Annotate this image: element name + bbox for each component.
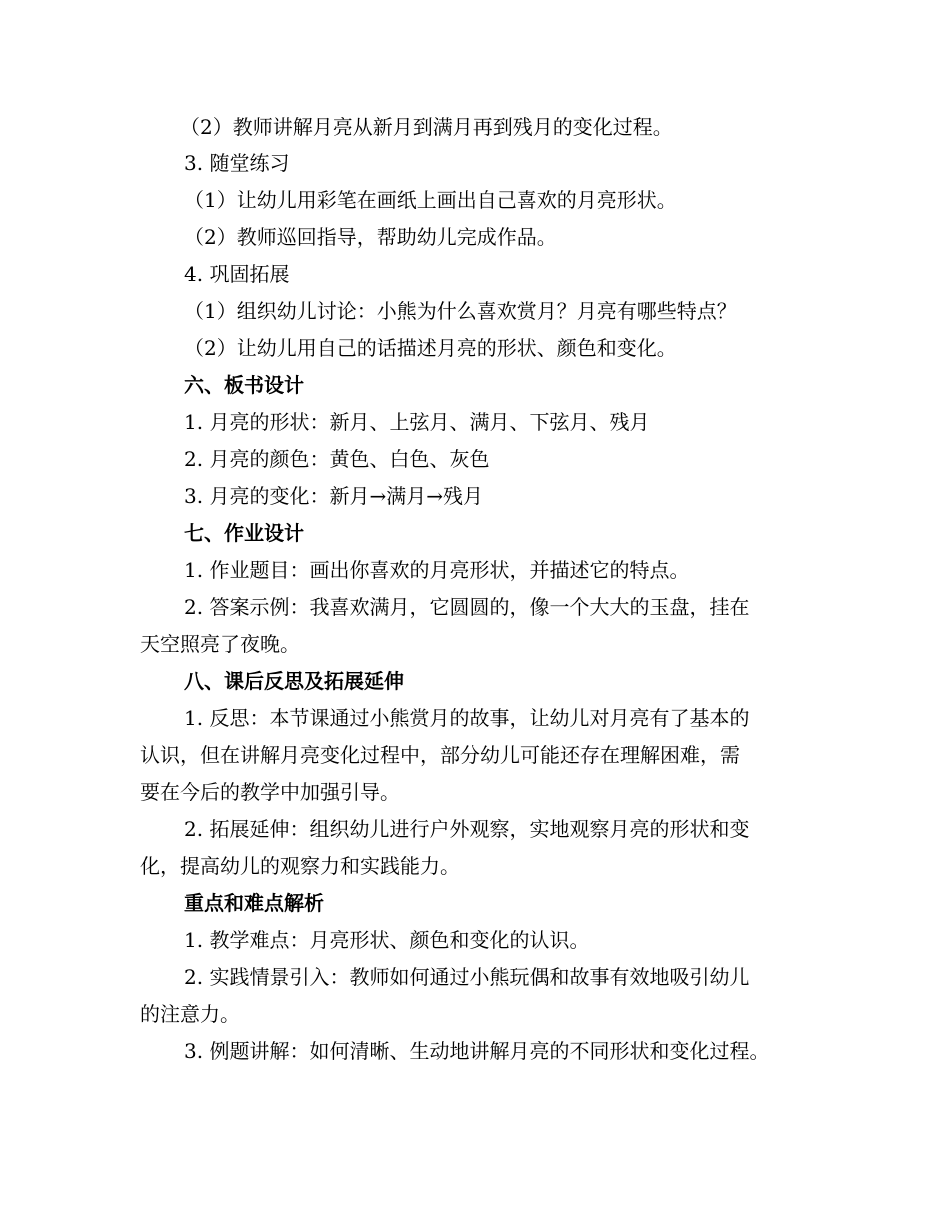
paragraph-line: 3. 月亮的变化：新月→满月→残月 (184, 484, 483, 508)
paragraph-line: （1）组织幼儿讨论：小熊为什么喜欢赏月？月亮有哪些特点？ (184, 299, 737, 323)
paragraph-line: 2. 答案示例：我喜欢满月，它圆圆的，像一个大大的玉盘，挂在 (184, 595, 750, 619)
paragraph-line: （2）教师巡回指导，帮助幼儿完成作品。 (184, 225, 557, 249)
paragraph-line: 认识，但在讲解月亮变化过程中，部分幼儿可能还存在理解困难，需 (140, 743, 740, 767)
paragraph-line: 3. 例题讲解：如何清晰、生动地讲解月亮的不同形状和变化过程。 (184, 1039, 770, 1063)
section-heading: 重点和难点解析 (184, 891, 324, 915)
paragraph-line: 1. 月亮的形状：新月、上弦月、满月、下弦月、残月 (184, 410, 650, 434)
section-heading: 八、课后反思及拓展延伸 (184, 669, 404, 693)
paragraph-line: 2. 拓展延伸：组织幼儿进行户外观察，实地观察月亮的形状和变 (184, 817, 750, 841)
paragraph-line: 1. 反思：本节课通过小熊赏月的故事，让幼儿对月亮有了基本的 (184, 706, 750, 730)
paragraph-line: 的注意力。 (140, 1002, 240, 1026)
section-heading: 七、作业设计 (184, 521, 304, 545)
paragraph-line: 2. 月亮的颜色：黄色、白色、灰色 (184, 447, 490, 471)
paragraph-line: （2）教师讲解月亮从新月到满月再到残月的变化过程。 (180, 115, 673, 139)
paragraph-line: 2. 实践情景引入：教师如何通过小熊玩偶和故事有效地吸引幼儿 (184, 965, 750, 989)
paragraph-line: 要在今后的教学中加强引导。 (140, 780, 400, 804)
paragraph-line: 化，提高幼儿的观察力和实践能力。 (140, 854, 460, 878)
paragraph-line: 1. 教学难点：月亮形状、颜色和变化的认识。 (184, 928, 590, 952)
paragraph-line: （1）让幼儿用彩笔在画纸上画出自己喜欢的月亮形状。 (184, 188, 677, 212)
section-heading: 六、板书设计 (184, 373, 304, 397)
paragraph-line: （2）让幼儿用自己的话描述月亮的形状、颜色和变化。 (184, 336, 677, 360)
paragraph-line: 4. 巩固拓展 (184, 262, 290, 286)
paragraph-line: 3. 随堂练习 (184, 151, 290, 175)
paragraph-line: 天空照亮了夜晚。 (140, 632, 300, 656)
paragraph-line: 1. 作业题目：画出你喜欢的月亮形状，并描述它的特点。 (184, 558, 690, 582)
